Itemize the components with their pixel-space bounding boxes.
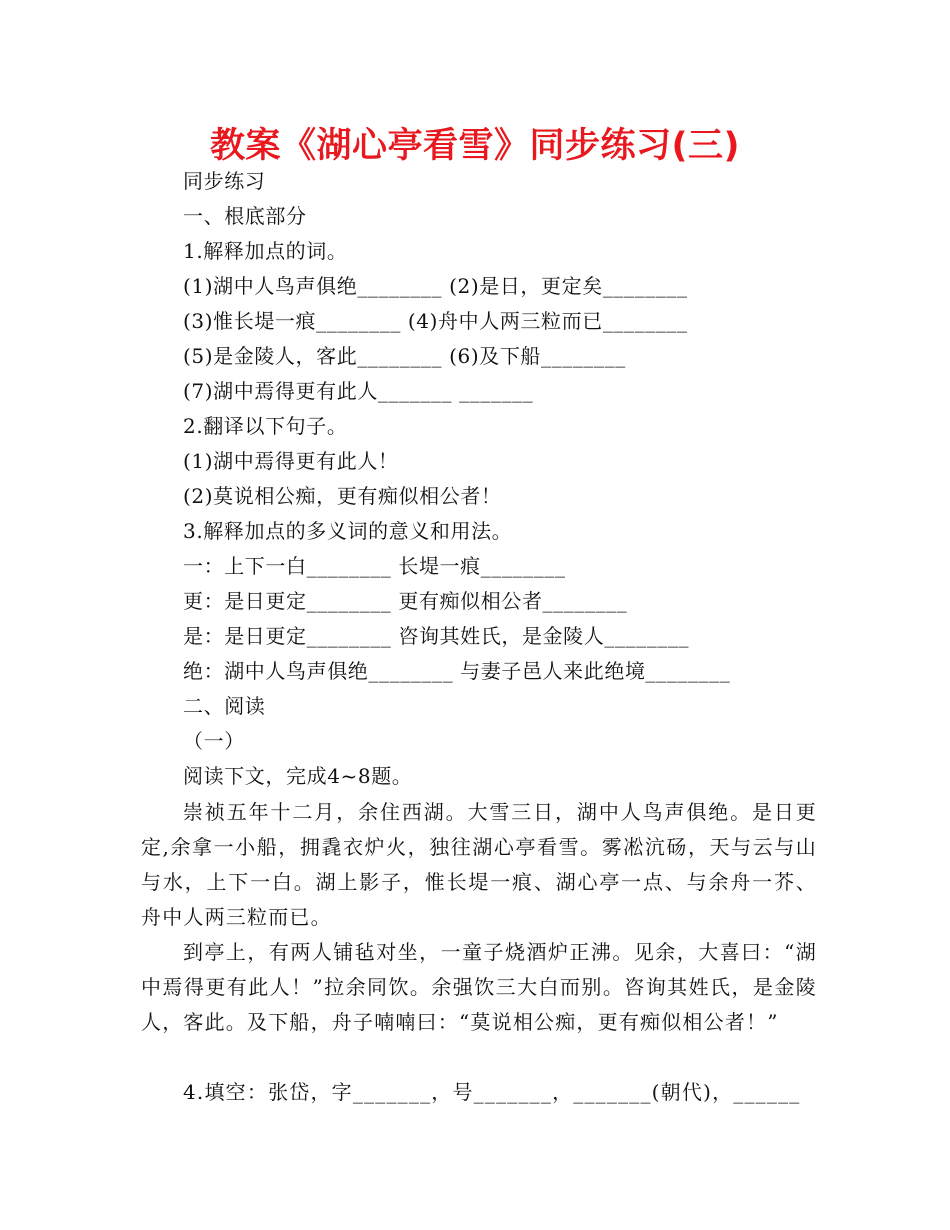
question-1: 1.解释加点的词。 [183, 239, 348, 263]
part-heading: 一、根底部分 [183, 204, 307, 228]
question-2: 2.翻译以下句子。 [183, 414, 348, 438]
question-2-item-2: (2)莫说相公痴，更有痴似相公者！ [183, 484, 502, 508]
question-1-items-c: (5)是金陵人，客此________ (6)及下船________ [183, 344, 626, 368]
question-3-shi: 是：是日更定________ 咨询其姓氏，是金陵人________ [183, 624, 690, 648]
subsection-label: （一） [183, 729, 245, 753]
part-heading: 二、阅读 [183, 694, 266, 718]
question-3-jue: 绝：湖中人鸟声俱绝________ 与妻子邑人来此绝境________ [183, 659, 731, 683]
question-4: 4.填空：张岱，字_______，号_______，_______(朝代)，______ [183, 1080, 801, 1104]
question-2-item-1: (1)湖中焉得更有此人！ [183, 449, 399, 473]
question-3-geng: 更：是日更定________ 更有痴似相公者________ [183, 589, 628, 613]
question-1-items-d: (7)湖中焉得更有此人_______ _______ [183, 379, 534, 403]
page-title: 教案《湖心亭看雪》同步练习(三) [210, 126, 740, 166]
question-3-yi: 一：上下一白________ 长堤一痕________ [183, 554, 566, 578]
question-1-items-a: (1)湖中人鸟声俱绝________ (2)是日，更定矣________ [183, 274, 688, 298]
passage-paragraph-1: 崇祯五年十二月，余住西湖。大雪三日，湖中人鸟声俱绝。是日更定,余拿一小船，拥毳衣炉火，独往湖心亭看雪。雾凇沆砀，天与云与山与水，上下一白。湖上影子，惟长堤一痕、湖心亭一点、与余舟一芥、舟中人两三粒而已。 [141, 800, 817, 929]
section-heading: 同步练习 [183, 169, 266, 193]
passage-paragraph-2: 到亭上，有两人铺毡对坐，一童子烧酒炉正沸。见余，大喜曰：“湖中焉得更有此人！”拉余同饮。余强饮三大白而别。咨询其姓氏，是金陵人，客此。及下船，舟子喃喃曰：“莫说相公痴，更有痴似相公者！” [141, 940, 817, 1034]
question-3: 3.解释加点的多义词的意义和用法。 [183, 519, 513, 543]
question-1-items-b: (3)惟长堤一痕________ (4)舟中人两三粒而已________ [183, 309, 688, 333]
reading-instruction: 阅读下文，完成4~8题。 [183, 764, 413, 788]
